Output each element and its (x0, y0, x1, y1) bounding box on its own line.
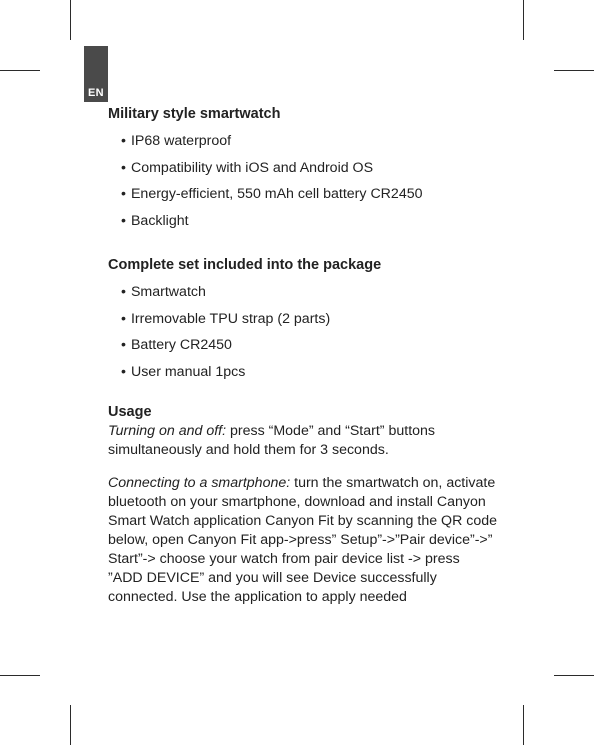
bullet-icon: • (121, 212, 126, 229)
usage-power-label: Turning on and off: (108, 423, 227, 439)
language-tab-label: EN (88, 87, 104, 99)
usage-connect-paragraph (108, 474, 498, 607)
manual-content (108, 103, 498, 607)
features-section (108, 103, 498, 234)
crop-mark-top-left (70, 0, 71, 40)
usage-power-text: press “Mode” and “Start” buttons simultaneously and hold them for 3 seconds. (108, 423, 436, 458)
usage-connect-text: turn the smartwatch on, activate bluetooth on your smartphone, download and install Canyon Smart Watch application Canyon Fit by scanning the QR code below, open Canyon Fit app->press” Setup”->”Pair device”->” Start”-> choose your watch from pair device list -> press ”ADD DEVICE” and you will see Device successfully connected. Use the application to apply needed (108, 475, 498, 605)
bullet-icon: • (121, 310, 126, 327)
list-item: • Backlight (121, 212, 189, 229)
package-list (108, 279, 498, 385)
bullet-icon: • (121, 159, 126, 176)
crop-mark-right-bottom (554, 675, 594, 676)
usage-power-paragraph (108, 422, 498, 460)
crop-mark-bottom-right (523, 705, 524, 745)
list-item: • User manual 1pcs (121, 363, 246, 380)
language-tab (84, 46, 108, 102)
bullet-icon: • (121, 186, 126, 202)
list-item: • IP68 waterproof (121, 133, 232, 149)
features-list (108, 128, 498, 234)
crop-mark-bottom-left (70, 705, 71, 745)
package-heading: Complete set included into the package (108, 257, 382, 273)
list-item: • Irremovable TPU strap (2 parts) (121, 310, 331, 327)
crop-mark-left-bottom (0, 675, 40, 676)
crop-mark-right-top (554, 70, 594, 71)
list-item: • Smartwatch (121, 284, 206, 300)
list-item: • Battery CR2450 (121, 337, 232, 353)
list-item: • Compatibility with iOS and Android OS (121, 159, 374, 176)
usage-heading: Usage (108, 404, 152, 420)
bullet-icon: • (121, 284, 126, 300)
crop-mark-top-right (523, 0, 524, 40)
features-heading: Military style smartwatch (108, 106, 281, 122)
usage-section (108, 403, 498, 607)
crop-mark-left-top (0, 70, 40, 71)
usage-connect-label: Connecting to a smartphone: (108, 475, 291, 491)
bullet-icon: • (121, 337, 126, 353)
bullet-icon: • (121, 363, 126, 380)
package-section (108, 254, 498, 385)
bullet-icon: • (121, 133, 126, 149)
list-item: • Energy-efficient, 550 mAh cell battery CR2450 (121, 186, 423, 202)
